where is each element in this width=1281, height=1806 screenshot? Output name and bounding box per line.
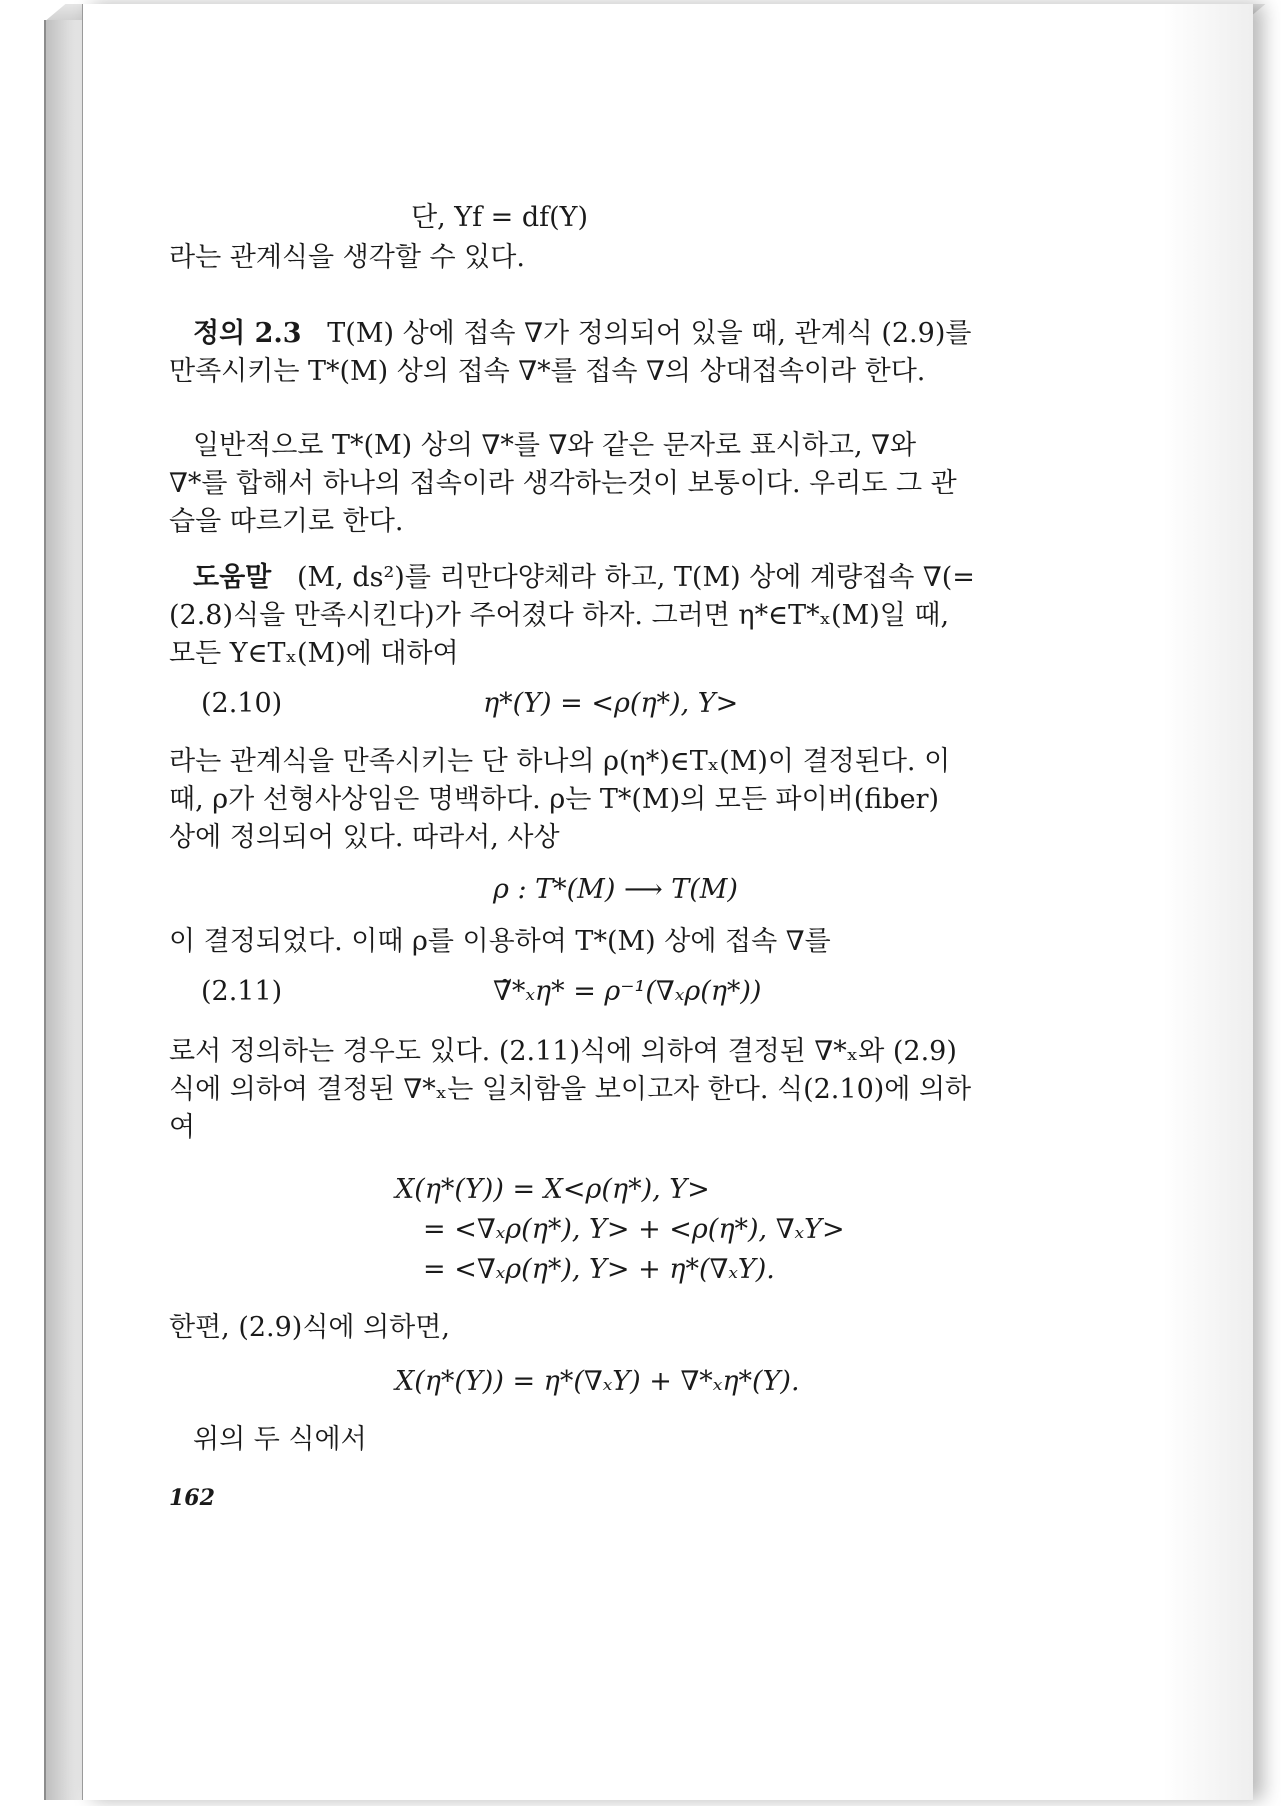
text-line: 이 결정되었다. 이때 ρ를 이용하여 T*(M) 상에 접속 ∇를 [169,926,831,957]
text-line: 단, Yf = df(Y) [411,202,589,233]
book-spine [44,20,86,1800]
equation-number: (2.10) [201,688,283,719]
text-line: 라는 관계식을 만족시키는 단 하나의 ρ(η*)∈Tₓ(M)이 결정된다. 이 [169,746,951,777]
page-number: 162 [169,1485,215,1511]
equation-line: X(η*(Y)) = X<ρ(η*), Y> [395,1174,710,1205]
text-line: 모든 Y∈Tₓ(M)에 대하여 [169,638,459,669]
equation-line: X(η*(Y)) = η*(∇ₓY) + ∇*ₓη*(Y). [395,1366,800,1397]
text-line: 습을 따르기로 한다. [169,506,404,537]
text-line: 만족시키는 T*(M) 상의 접속 ∇*를 접속 ∇의 상대접속이라 한다. [169,356,926,387]
text-line: 한편, (2.9)식에 의하면, [169,1312,450,1343]
equation-line: = <∇ₓρ(η*), Y> + <ρ(η*), ∇ₓY> [423,1214,845,1245]
equation-body: ∇̃*ₓη* = ρ⁻¹(∇ₓρ(η*)) [493,976,762,1007]
text-line: 여 [169,1112,196,1143]
definition-line: 정의 2.3 T(M) 상에 접속 ∇가 정의되어 있을 때, 관계식 (2.9)를 [193,318,972,349]
definition-label: 정의 2.3 [193,318,302,349]
text-line: 상에 정의되어 있다. 따라서, 사상 [169,822,560,853]
text-line: 로서 정의하는 경우도 있다. (2.11)식에 의하여 결정된 ∇*ₓ와 (2.9) [169,1036,957,1067]
equation-number: (2.11) [201,976,283,1007]
text-line: (2.8)식을 만족시킨다)가 주어졌다 하자. 그러면 η*∈T*ₓ(M)일 때, [169,600,950,631]
equation-line: = <∇ₓρ(η*), Y> + η*(∇ₓY). [423,1254,775,1285]
lemma-line: 도움말 (M, ds²)를 리만다양체라 하고, T(M) 상에 계량접속 ∇(= [193,562,975,593]
text-line: ∇*를 합해서 하나의 접속이라 생각하는것이 보통이다. 우리도 그 관 [169,468,957,499]
text-line: 라는 관계식을 생각할 수 있다. [169,242,525,273]
text-line: 식에 의하여 결정된 ∇*ₓ는 일치함을 보이고자 한다. 식(2.10)에 의하 [169,1074,972,1105]
text-line: 때, ρ가 선형사상임은 명백하다. ρ는 T*(M)의 모든 파이버(fiber) [169,784,940,815]
lemma-label: 도움말 [193,562,272,593]
text-line: 위의 두 식에서 [193,1424,367,1455]
equation-map: ρ : T*(M) ⟶ T(M) [493,874,738,905]
equation-body: η*(Y) = <ρ(η*), Y> [483,688,739,719]
book-page [82,4,1253,1800]
text-line: 일반적으로 T*(M) 상의 ∇*를 ∇와 같은 문자로 표시하고, ∇와 [193,430,917,461]
